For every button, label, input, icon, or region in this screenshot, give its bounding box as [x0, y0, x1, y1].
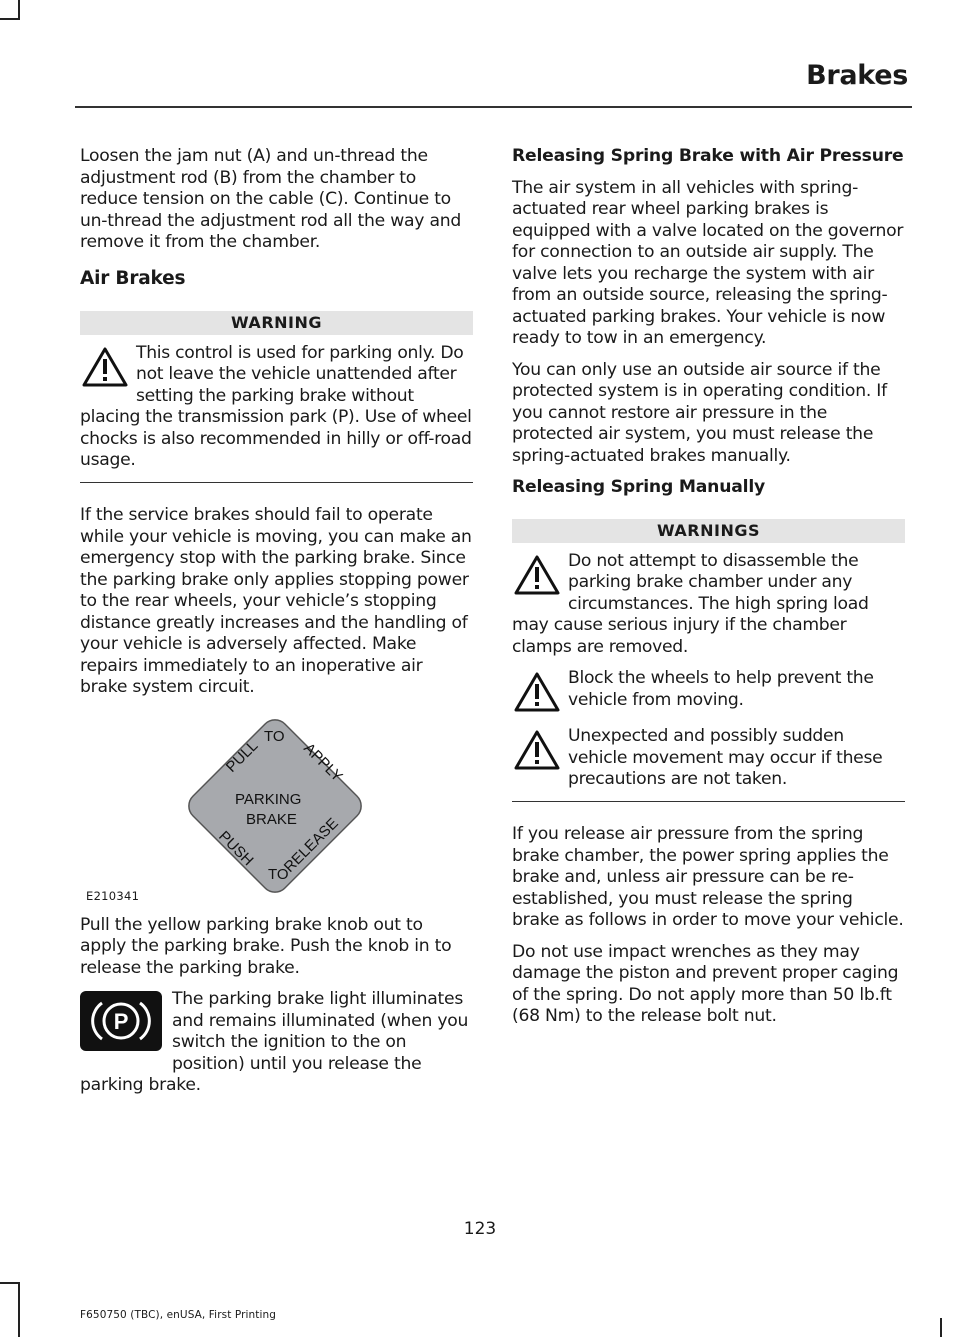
- crop-mark: [940, 1318, 942, 1337]
- sign-text-pull: PULL: [222, 736, 262, 776]
- warning-triangle-icon: [512, 553, 562, 599]
- sign-text-parking: PARKING: [235, 790, 302, 808]
- warning-text: Block the wheels to help prevent the vehicle from moving.: [568, 668, 874, 710]
- footer-text: F650750 (TBC), enUSA, First Printing: [80, 1309, 277, 1321]
- crop-mark: [18, 1282, 20, 1337]
- warning-label: WARNING: [80, 311, 473, 335]
- sign-text-apply: APPLY: [300, 739, 346, 785]
- crop-mark: [18, 0, 20, 20]
- parking-brake-sign-figure: [80, 711, 473, 911]
- paragraph: The air system in all vehicles with spring-actuated rear wheel parking brakes is equipped with a valve located on the governor for connection to an outside air supply. The valve lets you recharge the system with air from an outside source, releasing the spring-actuated parking brakes. Your vehicle is now ready to tow in an emergency.: [512, 177, 904, 348]
- section-heading: Releasing Spring Manually: [512, 477, 766, 497]
- paragraph: You can only use an outside air source if the protected system is in operating condition. If you cannot restore air pressure in the protected air system, you must release the spring-actuated brakes manually.: [512, 359, 887, 466]
- warning-text: Unexpected and possibly sudden vehicle movement may occur if these precautions are not taken.: [568, 726, 883, 789]
- sign-text-to-bottom: TO: [268, 865, 289, 883]
- warning-text: This control is used for parking only. Do not leave the vehicle unattended after setting the parking brake without placing the transmission park (P). Use of wheel chocks is also recommended in hilly or off-road usage.: [80, 342, 472, 470]
- warning-triangle-icon: [512, 728, 562, 774]
- warnings-label: WARNINGS: [512, 519, 905, 543]
- parking-brake-light-icon: [80, 991, 162, 1051]
- parking-icon-letter: P: [113, 1009, 129, 1034]
- page-number: 123: [463, 1219, 497, 1239]
- warning-item: [80, 343, 473, 472]
- warning-item: [512, 726, 905, 791]
- page-title: Brakes: [806, 60, 908, 91]
- crop-mark: [0, 18, 20, 20]
- sign-text-brake: BRAKE: [246, 810, 297, 828]
- left-column: [80, 146, 473, 1097]
- paragraph: Pull the yellow parking brake knob out to apply the parking brake. Push the knob in to release the parking brake.: [80, 914, 452, 978]
- header-rule: [75, 106, 912, 108]
- paragraph: The parking brake light illuminates and remains illuminated (when you switch the ignition to the on position) until you release the parking brake.: [80, 989, 469, 1095]
- paragraph: If you release air pressure from the spring brake chamber, the power spring applies the brake and, unless air pressure can be re-established, you must release the spring brake as follows in order to move your vehicle.: [512, 824, 904, 930]
- sign-text-to-top: TO: [264, 727, 285, 745]
- parking-brake-light-item: [80, 989, 473, 1097]
- crop-mark: [0, 1282, 20, 1284]
- warning-item: [512, 551, 905, 659]
- divider: [512, 801, 905, 803]
- paragraph: Do not use impact wrenches as they may damage the piston and prevent proper caging of the spring. Do not apply more than 50 lb.ft (68 Nm) to the release bolt nut.: [512, 941, 899, 1026]
- paragraph: If the service brakes should fail to operate while your vehicle is moving, you can make an emergency stop with the parking brake. Since the parking brake only applies stopping power to the rear wheels, your vehicle’s stopping distance greatly increases and the handling of your vehicle is adversely affected. Make repairs immediately to an inoperative air brake system circuit.: [80, 505, 472, 697]
- sign-text-push: PUSH: [215, 827, 257, 869]
- figure-code: E210341: [86, 888, 140, 903]
- parking-brake-sign-icon: [180, 711, 370, 901]
- divider: [80, 482, 473, 484]
- warning-triangle-icon: [512, 670, 562, 716]
- sign-text-release: RELEASE: [280, 814, 342, 876]
- paragraph: Loosen the jam nut (A) and un-thread the adjustment rod (B) from the chamber to reduce tension on the cable (C). Continue to un-thread the adjustment rod all the way and remove it from the chamber.: [80, 146, 462, 252]
- warning-item: [512, 668, 905, 716]
- section-heading: Releasing Spring Brake with Air Pressure: [512, 146, 904, 166]
- section-heading: Air Brakes: [80, 267, 186, 289]
- warning-triangle-icon: [80, 345, 130, 391]
- right-column: [512, 146, 905, 1038]
- warning-text: Do not attempt to disassemble the parking brake chamber under any circumstances. The high spring load may cause serious injury if the chamber clamps are removed.: [512, 550, 869, 657]
